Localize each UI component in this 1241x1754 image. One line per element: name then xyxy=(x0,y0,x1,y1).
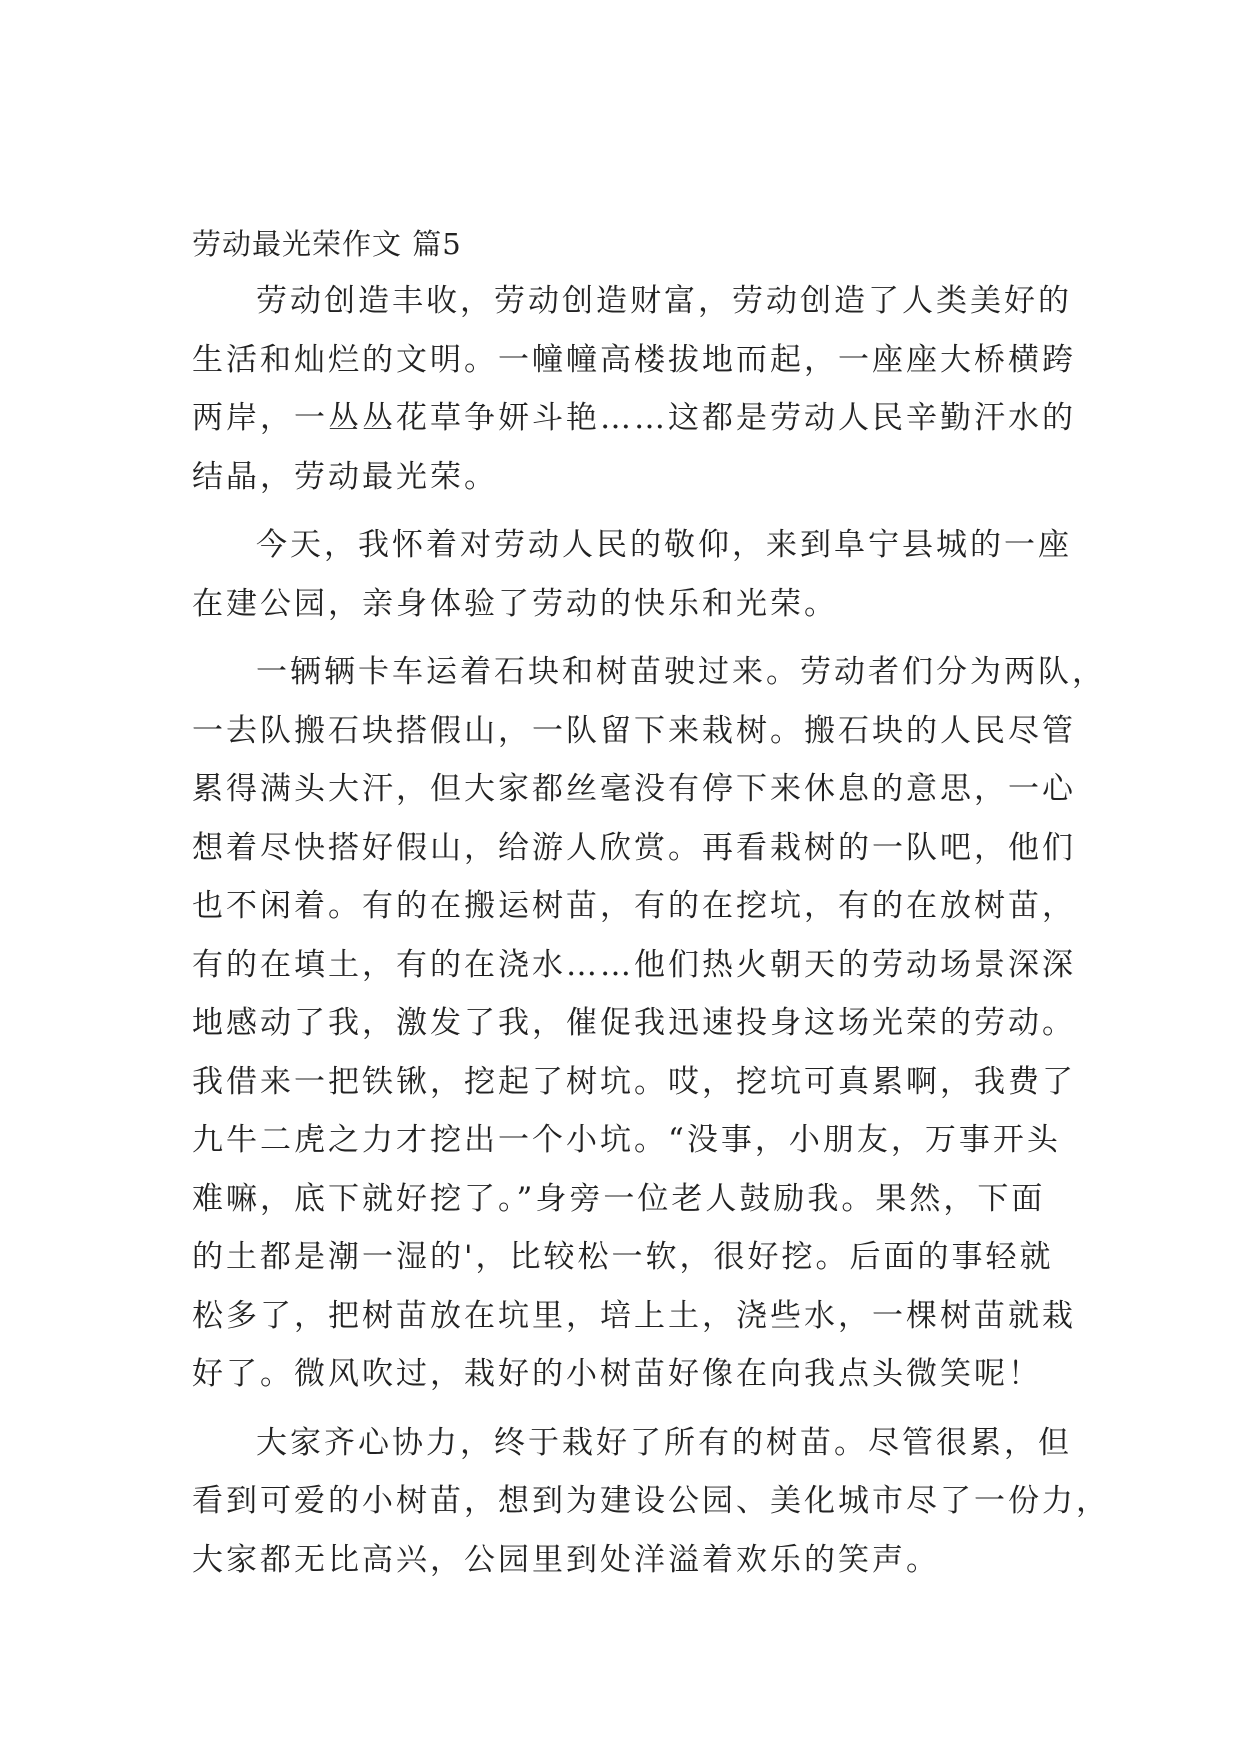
text-line: 我借来一把铁锹，挖起了树坑。哎，挖坑可真累啊，我费了 xyxy=(192,1063,1076,1100)
text-line: 今天，我怀着对劳动人民的敬仰，来到阜宁县城的一座 xyxy=(256,527,1072,563)
text-line: 生活和灿烂的文明。一幢幢高楼拔地而起，一座座大桥横跨 xyxy=(192,341,1076,378)
text-line: 两岸，一丛丛花草争妍斗艳……这都是劳动人民辛勤汗水的 xyxy=(192,400,1076,436)
text-line: 大家都无比高兴，公园里到处洋溢着欢乐的笑声。 xyxy=(192,1541,940,1578)
text-line: 看到可爱的小树苗，想到为建设公园、美化城市尽了一份力， xyxy=(192,1483,1110,1519)
essay-title: 劳动最光荣作文 篇5 xyxy=(192,227,462,261)
text-line: 累得满头大汗，但大家都丝毫没有停下来休息的意思，一心 xyxy=(192,771,1076,807)
paragraph-2 xyxy=(192,516,1072,633)
paragraph-4 xyxy=(192,1414,1110,1590)
text-line: 结晶，劳动最光荣。 xyxy=(192,458,498,495)
text-line: 好了。微风吹过，栽好的小树苗好像在向我点头微笑呢！ xyxy=(192,1356,1042,1392)
text-line: 地感动了我，激发了我，催促我迅速投身这场光荣的劳动。 xyxy=(192,1005,1076,1041)
paragraph-1 xyxy=(192,272,1076,506)
text-line: 大家齐心协力，终于栽好了所有的树苗。尽管很累，但 xyxy=(256,1424,1072,1461)
essay xyxy=(192,225,1110,1599)
text-line: 在建公园，亲身体验了劳动的快乐和光荣。 xyxy=(192,585,838,622)
text-line: 一辆辆卡车运着石块和树苗驶过来。劳动者们分为两队， xyxy=(256,654,1106,690)
text-line: 想着尽快搭好假山，给游人欣赏。再看栽树的一队吧，他们 xyxy=(192,829,1076,866)
text-line: 劳动创造丰收，劳动创造财富，劳动创造了人类美好的 xyxy=(256,283,1072,319)
text-line: 难嘛，底下就好挖了。”身旁一位老人鼓励我。果然，下面 xyxy=(192,1180,1046,1217)
paragraph-3 xyxy=(192,643,1106,1404)
text-line: 松多了，把树苗放在坑里，培上土，浇些水，一棵树苗就栽 xyxy=(192,1297,1076,1334)
text-line: 一去队搬石块搭假山，一队留下来栽树。搬石块的人民尽管 xyxy=(192,712,1076,749)
text-line: 的土都是潮一湿的'，比较松一软，很好挖。后面的事轻就 xyxy=(192,1239,1054,1275)
text-line: 九牛二虎之力才挖出一个小坑。“没事，小朋友，万事开头 xyxy=(192,1122,1061,1158)
text-line: 也不闲着。有的在搬运树苗，有的在挖坑，有的在放树苗， xyxy=(192,888,1076,924)
text-line: 有的在填土，有的在浇水……他们热火朝天的劳动场景深深 xyxy=(192,946,1076,983)
